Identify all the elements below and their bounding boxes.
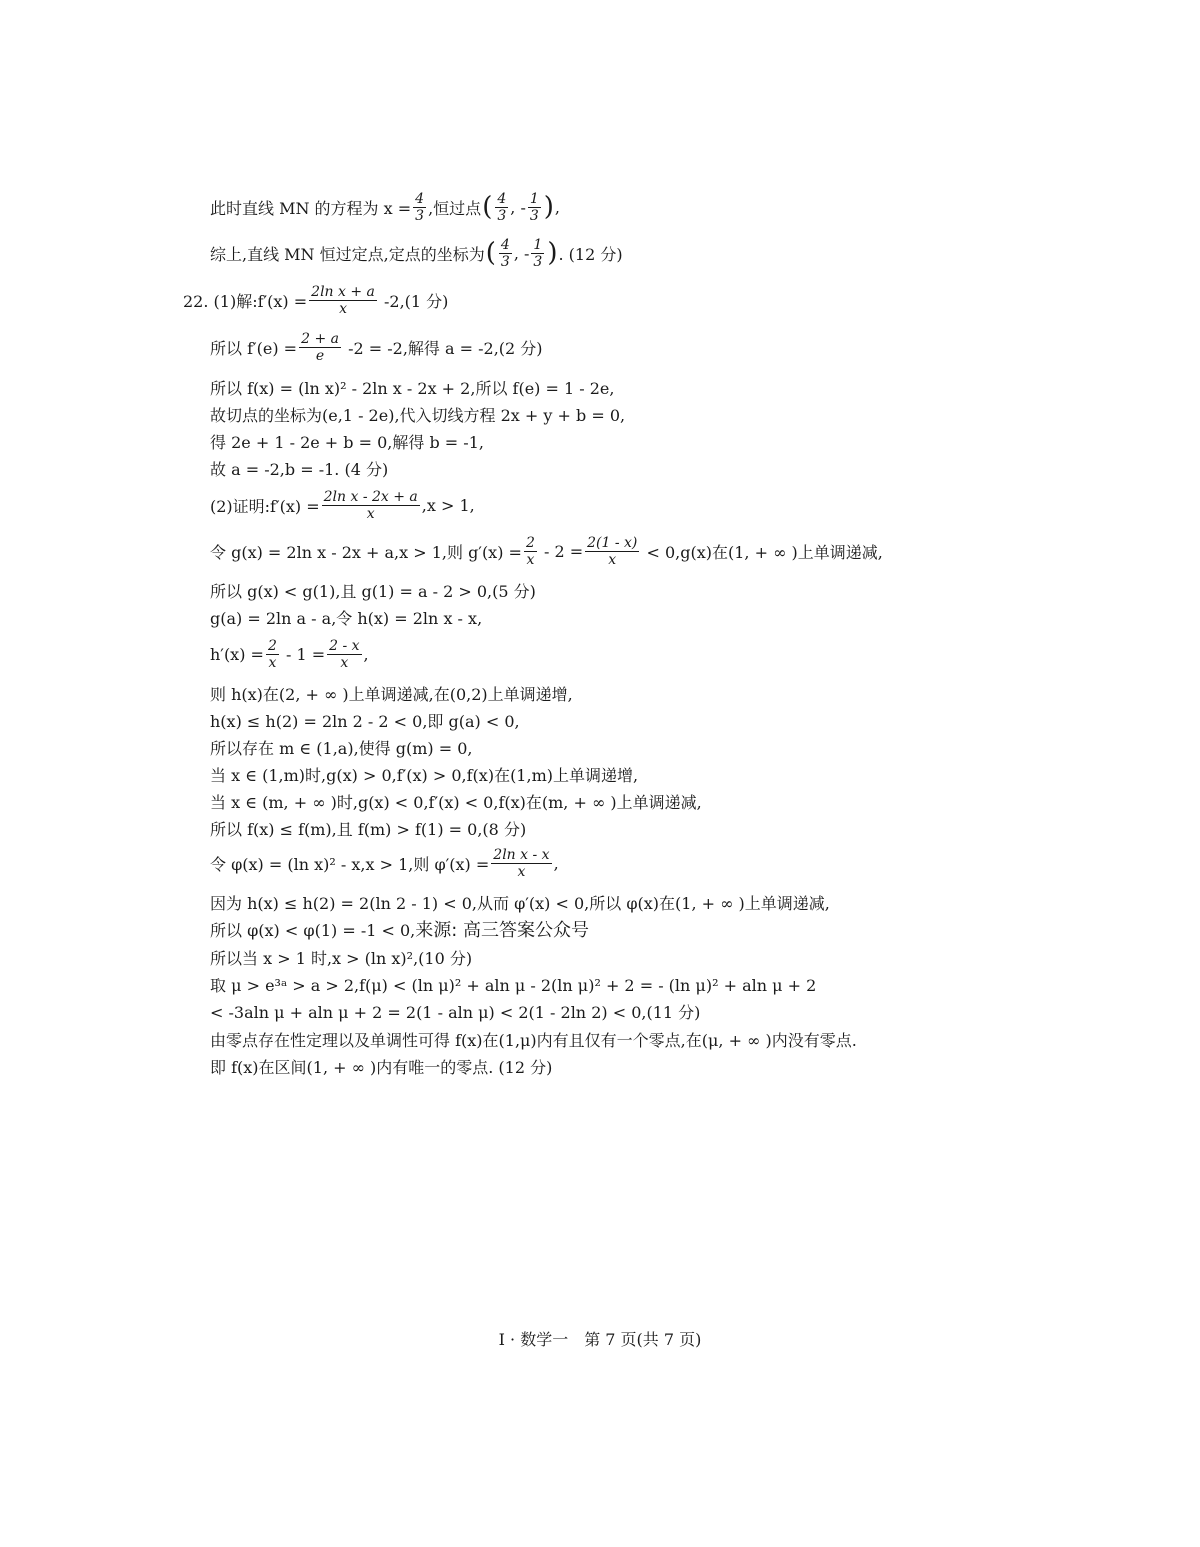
text-line-fixed-point (210, 236, 623, 270)
fraction: $\frac{\text{2ln x + a}}{x}$ (311, 283, 375, 317)
fraction-4-3: $\frac{4}{3}$ (497, 190, 507, 224)
text-line: 所以 f(x) = (ln x)² - 2ln x - 2x + 2,所以 f(e) = 1 - 2e, (210, 378, 615, 398)
fraction: $\frac{2(1 - x)}{x}$ (587, 534, 638, 568)
text-line: 取 μ > e³ᵃ > a > 2,f(μ) < (ln μ)² + aln μ - 2(ln μ)² + 2 = - (ln μ)² + aln μ + 2 (210, 975, 817, 995)
line-text: 综上,直线 MN 恒过定点,定点的坐标为 (210, 244, 485, 264)
fraction-4-3: $\frac{4}{3}$ (500, 236, 510, 270)
text-line: 因为 h(x) ≤ h(2) = 2(ln 2 - 1) < 0,从而 φ′(x) < 0,所以 φ(x)在(1, + ∞ )上单调递减, (210, 893, 830, 913)
line-text: ,恒过点 (428, 198, 482, 218)
line-text: 22. (1)解:f′(x) = (183, 291, 308, 311)
text-line: 故 a = -2,b = -1. (4 分) (210, 459, 389, 479)
line-text: . (12 分) (558, 244, 623, 264)
text-line (210, 846, 559, 880)
text-line: 得 2e + 1 - 2e + b = 0,解得 b = -1, (210, 432, 484, 452)
line-text: -2 = -2,解得 a = -2,(2 分) (342, 338, 543, 358)
text-line (210, 330, 543, 364)
text-line: 所以当 x > 1 时,x > (ln x)²,(10 分) (210, 948, 473, 968)
fraction: $\frac{2 + a}{e}$ (301, 330, 339, 364)
line-text: 令 φ(x) = (ln x)² - x,x > 1,则 φ′(x) = (210, 854, 490, 874)
line-text: , (553, 853, 559, 873)
fraction: $\frac{2}{x}$ (267, 637, 277, 671)
fraction: $\frac{2 - x}{x}$ (329, 637, 360, 671)
fraction-1-3: $\frac{1}{3}$ (529, 190, 539, 224)
text-line (210, 534, 883, 568)
right-paren: ) (543, 192, 554, 222)
line-text: 所以 f′(e) = (210, 338, 298, 358)
text-line: 即 f(x)在区间(1, + ∞ )内有唯一的零点. (12 分) (210, 1057, 553, 1077)
fraction: $\frac{\text{2ln x - x}}{x}$ (493, 846, 550, 880)
fraction: $\frac{\text{2ln x - 2x + a}}{x}$ (323, 488, 418, 522)
left-paren: ( (482, 192, 493, 222)
text-line: 所以存在 m ∈ (1,a),使得 g(m) = 0, (210, 738, 473, 758)
text-line: 当 x ∈ (m, + ∞ )时,g(x) < 0,f′(x) < 0,f(x)在(m, + ∞ )上单调递减, (210, 792, 702, 812)
text-line: g(a) = 2ln a - a,令 h(x) = 2ln x - x, (210, 608, 483, 628)
text-line: h(x) ≤ h(2) = 2ln 2 - 2 < 0,即 g(a) < 0, (210, 711, 520, 731)
line-text: 此时直线 MN 的方程为 x = (210, 198, 412, 218)
fraction-4-3: $\frac{4}{3}$ (415, 190, 425, 224)
line-text: h′(x) = (210, 644, 264, 664)
text-line-part2 (210, 488, 475, 522)
left-paren: ( (485, 238, 496, 268)
line-text: , (554, 197, 561, 217)
line-text: - 1 = (280, 644, 326, 664)
line-text: , - (510, 197, 526, 217)
line-text: < 0,g(x)在(1, + ∞ )上单调递减, (641, 542, 883, 562)
text-line: < -3aln μ + aln μ + 2 = 2(1 - aln μ) < 2(1 - 2ln 2) < 0,(11 分) (210, 1002, 701, 1022)
line-text: ,x > 1, (421, 495, 475, 515)
line-text: 令 g(x) = 2ln x - 2x + a,x > 1,则 g′(x) = (210, 542, 522, 562)
text-line: 当 x ∈ (1,m)时,g(x) > 0,f′(x) > 0,f(x)在(1,m)上单调递增, (210, 765, 639, 785)
line-text: (2)证明:f′(x) = (210, 496, 320, 516)
fraction: $\frac{2}{x}$ (525, 534, 535, 568)
line-text: -2,(1 分) (378, 291, 449, 311)
line-text: - 2 = (538, 541, 584, 561)
text-line: 由零点存在性定理以及单调性可得 f(x)在(1,μ)内有且仅有一个零点,在(μ, + ∞ )内没有零点. (210, 1030, 857, 1050)
line-text: , - (513, 243, 530, 263)
line-text: , (363, 644, 369, 664)
right-paren: ) (547, 238, 558, 268)
text-line: 所以 f(x) ≤ f(m),且 f(m) > f(1) = 0,(8 分) (210, 819, 527, 839)
text-line: 故切点的坐标为(e,1 - 2e),代入切线方程 2x + y + b = 0, (210, 405, 626, 425)
text-line (210, 637, 369, 671)
text-line: 则 h(x)在(2, + ∞ )上单调递减,在(0,2)上单调递增, (210, 684, 573, 704)
text-line-mn-equation (210, 190, 560, 224)
source-watermark-text: 来源: 高三答案公众号 (415, 920, 590, 941)
text-line: 所以 g(x) < g(1),且 g(1) = a - 2 > 0,(5 分) (210, 581, 536, 601)
page-footer: Ⅰ · 数学一 第 7 页(共 7 页) (498, 1330, 702, 1349)
text-line-q22-part1 (183, 283, 448, 317)
text-line: 所以 φ(x) < φ(1) = -1 < 0, 来源: 高三答案公众号 (210, 912, 589, 946)
fraction-1-3: $\frac{1}{3}$ (533, 236, 543, 270)
